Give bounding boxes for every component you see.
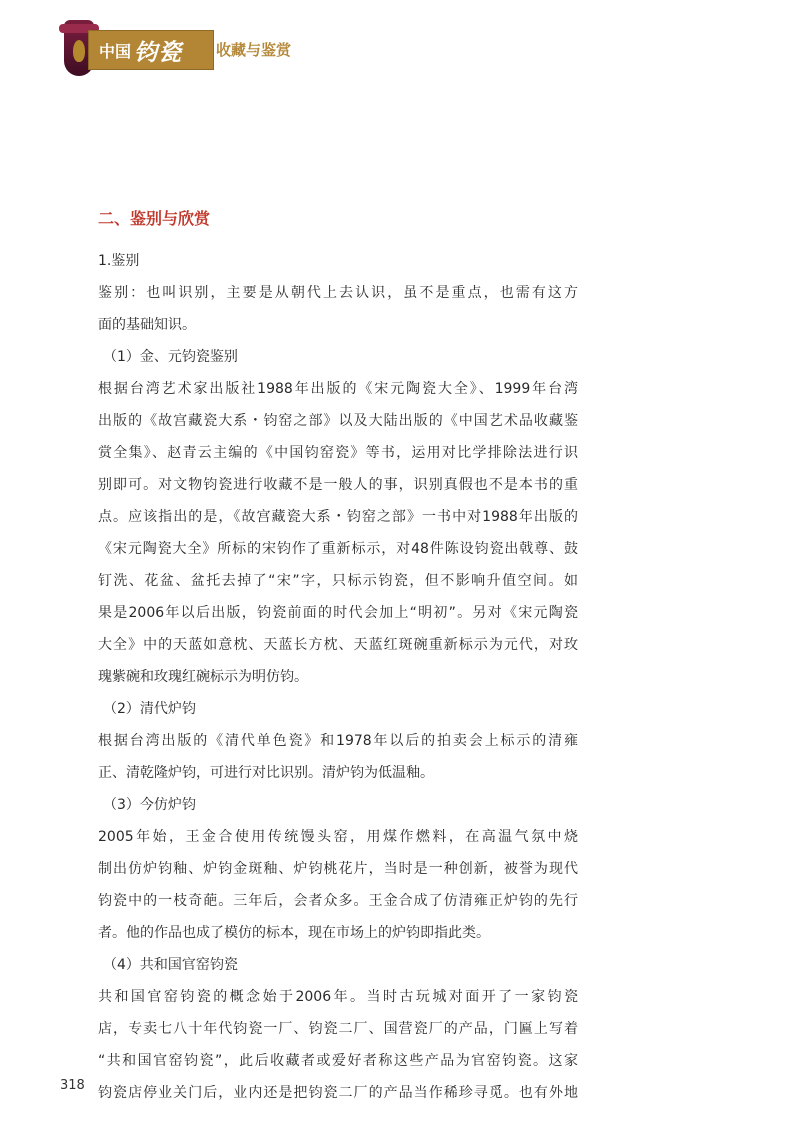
text-line: 《宋元陶瓷大全》所标的宋钧作了重新标示，对48件陈设钧瓷出戟尊、鼓 — [98, 541, 578, 557]
page-number: 318 — [60, 1078, 85, 1093]
subsection-heading: （2）清代炉钧 — [103, 701, 196, 717]
section-heading: 二、鉴别与欣赏 — [98, 209, 211, 228]
text-line: 点。应该指出的是，《故宫藏瓷大系・钧窑之部》一书中对1988年出版的 — [98, 509, 578, 525]
text-line: 大全》中的天蓝如意枕、天蓝长方枕、天蓝红斑碗重新标示为元代，对玫 — [98, 637, 578, 653]
text-line: “共和国官窑钧瓷”，此后收藏者或爱好者称这些产品为官窑钧瓷。这家 — [98, 1053, 578, 1069]
text-line: 果是2006年以后出版，钧瓷前面的时代会加上“明初”。另对《宋元陶瓷 — [98, 605, 578, 621]
subsection-heading: （4）共和国官窑钧瓷 — [103, 957, 238, 973]
text-line: 根据台湾艺术家出版社1988年出版的《宋元陶瓷大全》、1999年台湾 — [98, 381, 578, 397]
brand-left-text: 中国 — [99, 41, 132, 61]
running-header — [60, 14, 360, 74]
text-line: 1.鉴别 — [98, 253, 140, 269]
brand-logo — [88, 30, 214, 70]
text-line: 瑰紫碗和玫瑰红碗标示为明仿钧。 — [98, 669, 308, 685]
text-line: 2005年始，王金合使用传统馒头窑，用煤作燃料，在高温气氛中烧 — [98, 829, 578, 845]
text-line: 钉洗、花盆、盆托去掉了“宋”字，只标示钧瓷，但不影响升值空间。如 — [98, 573, 578, 589]
text-line: 别即可。对文物钧瓷进行收藏不是一般人的事，识别真假也不是本书的重 — [98, 477, 578, 493]
body-text — [98, 245, 578, 1109]
subsection-heading: （1）金、元钧瓷鉴别 — [103, 349, 238, 365]
text-line: 根据台湾出版的《清代单色瓷》和1978年以后的拍卖会上标示的清雍 — [98, 733, 578, 749]
subsection-heading: （3）今仿炉钧 — [103, 797, 196, 813]
text-line: 正、清乾隆炉钧，可进行对比识别。清炉钧为低温釉。 — [98, 765, 434, 781]
brand-right-text: 钧瓷 — [134, 38, 183, 66]
text-line: 店，专卖七八十年代钧瓷一厂、钧瓷二厂、国营瓷厂的产品，门匾上写着 — [98, 1021, 578, 1037]
text-line: 者。他的作品也成了模仿的标本，现在市场上的炉钧即指此类。 — [98, 925, 490, 941]
text-line: 钧瓷店停业关门后，业内还是把钧瓷二厂的产品当作稀珍寻觅。也有外地 — [98, 1085, 578, 1101]
text-line: 赏全集》、赵青云主编的《中国钧窑瓷》等书，运用对比学排除法进行识 — [98, 445, 578, 461]
book-subtitle: 收藏与鉴赏 — [216, 41, 292, 59]
text-line: 鉴别：也叫识别，主要是从朝代上去认识，虽不是重点，也需有这方 — [98, 285, 578, 301]
text-line: 制出仿炉钧釉、炉钧金斑釉、炉钧桃花片，当时是一种创新，被誉为现代 — [98, 861, 578, 877]
text-line: 出版的《故宫藏瓷大系・钧窑之部》以及大陆出版的《中国艺术品收藏鉴 — [98, 413, 578, 429]
text-line: 共和国官窑钧瓷的概念始于2006年。当时古玩城对面开了一家钧瓷 — [98, 989, 578, 1005]
text-line: 钧瓷中的一枝奇葩。三年后，会者众多。王金合成了仿清雍正炉钧的先行 — [98, 893, 578, 909]
text-line: 面的基础知识。 — [98, 317, 196, 333]
